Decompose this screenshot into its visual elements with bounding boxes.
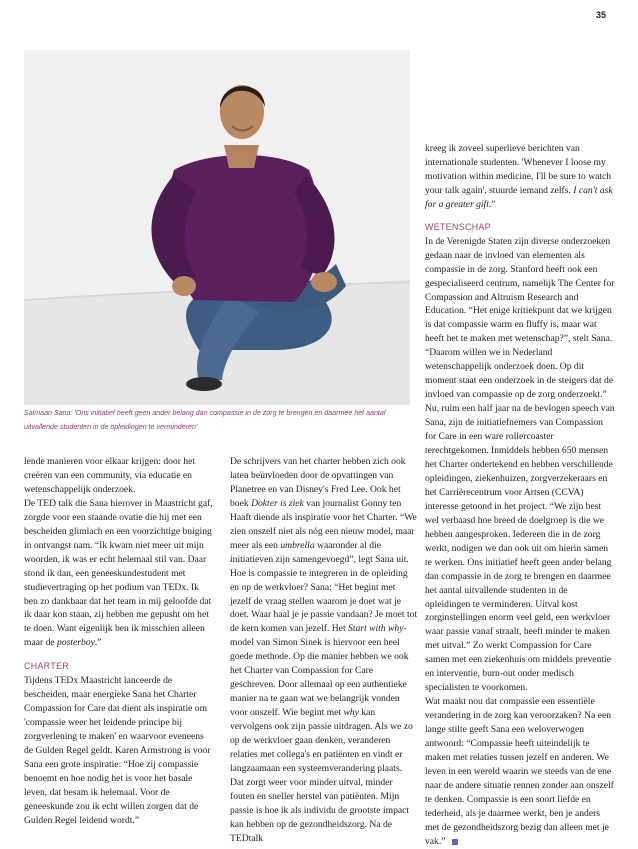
- text-run: .”: [94, 637, 102, 649]
- emphasis: I can't ask for a greater gift: [425, 184, 613, 210]
- portrait-illustration: [24, 50, 410, 405]
- emphasis: umbrella: [280, 539, 315, 551]
- emphasis: Start with why: [348, 623, 404, 635]
- section-heading-wetenschap: WETENSCHAP: [425, 221, 492, 232]
- paragraph: In de Verenigde Staten zijn diverse onderzoeken gedaan naar de invloed van elementen als compassie in de zorg. Stanford heeft ook een gespecialiseerd centrum, namelijk The Center for Compassion and Altruism Research and Education. “Het enige kritiekpunt dat we krijgen is dat compassie warm en fluffy is, maar wat heeft het te maken met wetenschap?”, stelt Sana. “Daarom willen we in Nederland wetenschappelijk onderzoek doen. Op dit moment staat een onderzoek in de steigers dat de invloed van compassie op de zorg onderzoekt.”: [425, 235, 615, 401]
- emphasis: Dokter is ziek: [251, 497, 304, 509]
- column-left: [24, 455, 214, 828]
- paragraph: [24, 497, 214, 650]
- section-heading-charter: CHARTER: [24, 661, 70, 672]
- text-run: kan vervolgens ook zijn passie uitdragen. Als we zo op de werkvloer gaan denken, veranderen relaties met collega's en patiënten en vindt er langzaamaan een systeemverandering plaats. Dat zorgt weer voor minder uitval, minder fouten en sneller herstel van patiënten. Mijn passie is hoe ik als individu de grootste impact kan hebben op de gezondheidszorg. Na de TEDtalk: [230, 707, 413, 844]
- text-run: van journalist Gonny ten Haaft diende als inspiratie voor het Charter. “We zien onszelf niet als nóg een nieuw model, maar meer als een: [230, 497, 417, 551]
- text-run: .”: [488, 198, 496, 210]
- photo-caption: Salmaan Sana: 'Ons initiatief heeft geen ander belang dan compassie in de zorg te brengen en daarmee het aantal uitvallende studenten in de opleidingen te verminderen': [24, 409, 386, 431]
- text-run: De schrijvers van het charter hebben zich ook laten beïnvloeden door de opvattingen van Planetree en van Disney's Fred Lee. Ook het boek: [230, 456, 406, 509]
- text-run: kreeg ik zoveel superlieve berichten van internationale studenten. 'Whenever I loose my motivation within medicine, I'll be sure to watch your talk again', stuurde iemand zelfs.: [425, 143, 612, 196]
- paragraph: [230, 455, 418, 846]
- emphasis: why: [343, 707, 359, 719]
- paragraph: [425, 695, 615, 848]
- page-number: 35: [595, 10, 606, 20]
- paragraph: lende manieren voor elkaar krijgen: door het creëren van een community, via educatie en wetenschappelijk onderzoek.: [24, 456, 196, 495]
- column-middle: [230, 455, 418, 846]
- text-run: waaronder al die initiatieven zijn samengevoegd”, legt Sana uit. Hoe is compassie te integreren in de opleiding en op de werkvloer? Sana: “Het begint met jezelf de vraag stellen waarom je doet wat je doet. Waar haal je je passie vandaan? Je moet tot de kern komen van jezelf. Het: [230, 539, 418, 635]
- paragraph: Nu, ruim een half jaar na de bevlogen speech van Sana, zijn de initiatiefnemers van Compassion for Care in een ware rollercoaster terechtgekomen. Inmiddels hebben 650 mensen het Charter ondertekend en hebben verschillende opleidingen, ziekenhuizen, zorgverzekeraars en het Carrièrecentrum voor Artsen (CCVA) interesse getoond in het project. “We zijn best wel verbaasd hoe breed de doelgroep is die we hebben aangesproken. Iedereen die in de zorg werkt, nodigen we dan ook uit om hierin samen te werken. Ons initiatief heeft geen ander belang dan compassie in de zorg te brengen en daarmee het aantal uitvallende studenten in de opleidingen te verminderen. Uitval kost zorginstellingen enorm veel geld, een werkvloer waar passie vanaf straalt, heeft minder te maken met uitval.” Zo werkt Compassion for Care samen met een ziekenhuis om middels preventie en interventie, burn-out onder medisch specialisten te voorkomen.: [425, 403, 615, 694]
- emphasis: posterboy: [57, 637, 95, 649]
- text-run: Wat maakt nou dat compassie een essentiële verandering in de zorg kan veroorzaken? Na een lange stilte geeft Sana een weloverwogen antwoord: “Compassie heeft uiteindelijk te maken met relaties tussen jezelf en anderen. We leven in een wereld waarin we steeds van de ene naar de andere situatie rennen zonder aan onszelf te denken. Compassie is een soort liefde en tederheid, als je daarmee werkt, ben je anders met de gezondheidszorg bezig dan alleen met je vak.”: [425, 696, 614, 847]
- column-right: [425, 142, 615, 849]
- portrait-photo: [24, 50, 410, 405]
- text-run: -model van Simon Sinek is hiervoor een heel goede methode. Op die manier hebben we ook het Charter van Compassion for Care geschreven. Door allemaal op een authentieke manier na te gaan wat we belangrijk vonden voor onszelf. Wie begint met: [230, 623, 409, 719]
- paragraph: Tijdens TEDx Maastricht lanceerde de bescheiden, maar energieke Sana het Charter Compassion for Care dat dient als inspiratie om 'compassie weer het leidende principe bij zorgverlening te maken' en waarvoor eveneens de Gulden Regel geldt. Karen Armstrong is voor Sana een grote inspiratie: “Hoe zij compassie benoemt en hoe nodig het is voor het basale leven, dat besam ik helemaal. Voor de geneeskunde zou ik echt willen zorgen dat de Gulden Regel leidend wordt.”: [24, 675, 211, 826]
- paragraph: [425, 142, 615, 212]
- end-mark-icon: [452, 839, 458, 845]
- text-run: De TED talk die Sana hierover in Maastricht gaf, zorgde voor een staande ovatie die hij met een bescheiden glimlach en een voorzichtige buiging in ontvangst nam. “Ik kwam niet meer uit mijn woorden, ik was er echt helemaal stil van. Daar stond ik dan, een geneeskundestudent met studievertraging op het podium van TEDx. Ik ben zo dankbaar dat het team in mij geloofde dat ik daar kon staan, zij hebben me gepusht om het te doen. Want eigenlijk ben ik misschien alleen maar de: [24, 497, 213, 649]
